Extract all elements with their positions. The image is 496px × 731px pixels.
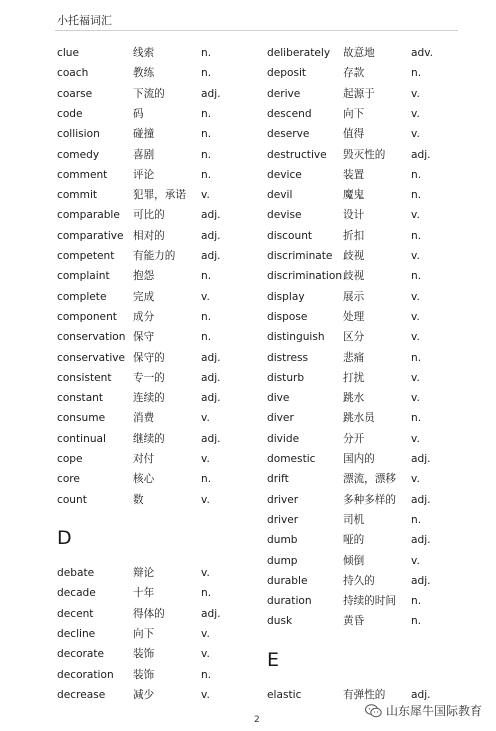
vocab-meaning: 专一的 [133,371,165,384]
vocab-meaning: 打扰 [343,371,365,384]
vocab-word: devil [267,189,293,202]
vocab-word: code [57,107,83,120]
vocab-meaning: 存款 [343,67,365,80]
vocab-pos: adj. [201,392,221,405]
vocab-word: decent [57,607,94,620]
vocab-word: core [57,473,80,486]
vocab-pos: n. [201,331,212,344]
watermark [365,702,482,719]
vocab-word: component [57,310,117,323]
vocab-word: decorate [57,648,105,661]
vocab-word: conservation [57,331,126,344]
vocab-pos: n. [201,587,212,600]
vocab-word: decrease [57,688,106,701]
vocab-word: deserve [267,128,310,141]
vocab-meaning: 悲痛 [343,351,365,364]
vocab-pos: v. [201,412,210,425]
vocab-word: device [267,168,302,181]
vocab-pos: v. [201,290,210,303]
vocab-word: complaint [57,270,110,283]
vocab-meaning: 故意地 [343,47,375,59]
vocab-word: derive [267,87,301,100]
vocab-meaning: 犯罪，承诺 [133,189,186,202]
vocab-pos: adj. [201,351,221,364]
vocab-meaning: 有能力的 [133,250,176,262]
vocab-meaning: 漂流，漂移 [343,473,396,486]
vocab-meaning: 继续的 [133,432,165,445]
vocab-word: clue [57,47,79,59]
vocab-pos: adj. [411,534,431,547]
vocab-word: coarse [57,87,93,100]
vocab-pos: v. [411,392,420,405]
vocab-word: consistent [57,371,112,384]
section-letter: E [267,649,280,671]
wechat-icon [365,704,382,718]
vocab-meaning: 线索 [133,47,155,59]
vocab-pos: v. [201,453,210,465]
vocab-word: conservative [57,351,126,364]
vocab-word: continual [57,432,106,445]
vocab-word: destructive [267,148,327,161]
vocab-word: disturb [267,371,305,384]
vocab-pos: adj. [201,209,221,222]
vocab-meaning: 魔鬼 [343,189,365,202]
vocab-pos: adj. [201,250,221,262]
vocab-pos: n. [201,67,212,80]
vocab-pos: v. [201,648,210,661]
vocab-word: driver [267,513,299,526]
vocab-meaning: 装饰 [133,648,155,661]
vocab-meaning: 起源于 [343,87,375,100]
vocab-pos: adj. [411,148,431,161]
vocab-word: complete [57,290,107,303]
vocab-meaning: 教练 [133,67,155,80]
vocab-meaning: 碰撞 [133,128,155,141]
vocab-pos: adj. [411,493,431,506]
vocab-word: constant [57,392,104,405]
vocab-word: display [267,290,305,303]
vocab-pos: v. [411,250,420,262]
vocab-word: decade [57,587,96,600]
vocab-meaning: 司机 [343,513,365,526]
vocab-pos: n. [201,47,212,59]
vocab-pos: adj. [201,432,221,445]
vocab-meaning: 向下 [343,107,365,120]
vocab-meaning: 可比的 [133,209,165,222]
vocab-meaning: 设计 [343,209,365,222]
vocab-pos: v. [201,189,210,202]
vocab-pos: v. [201,493,210,506]
vocab-word: competent [57,250,115,262]
vocab-pos: v. [411,371,420,384]
vocab-pos: n. [411,168,422,181]
vocab-meaning: 抱怨 [133,270,155,283]
vocab-meaning: 连续的 [133,392,165,405]
vocab-meaning: 数 [133,493,144,506]
vocab-pos: v. [411,107,420,120]
vocab-pos: adj. [411,689,431,701]
vocab-pos: v. [411,554,420,567]
page-number: 2 [254,715,260,725]
vocab-word: divide [267,432,300,445]
vocab-pos: n. [201,128,212,141]
vocab-meaning: 完成 [133,290,155,303]
vocab-word: dispose [267,310,308,323]
vocab-pos: adj. [411,453,431,465]
vocab-word: deposit [267,67,307,80]
vocab-meaning: 向下 [133,627,155,640]
vocab-meaning: 下流的 [133,87,165,100]
vocab-pos: adj. [201,371,221,384]
vocab-word: collision [57,128,100,141]
vocab-word: decoration [57,668,114,681]
vocab-pos: adj. [201,87,221,100]
vocab-word: distinguish [267,331,325,344]
vocab-word: elastic [267,689,302,701]
vocab-meaning: 码 [133,107,144,120]
vocab-word: cope [57,453,83,465]
vocab-meaning: 评论 [133,168,155,181]
vocab-meaning: 折扣 [343,229,365,242]
vocab-word: deliberately [267,47,331,59]
vocab-meaning: 毁灭性的 [343,148,386,161]
vocab-word: devise [267,209,302,222]
vocab-meaning: 核心 [133,473,155,486]
vocab-word: decline [57,627,96,640]
vocab-meaning: 分开 [343,432,365,445]
vocab-meaning: 国内的 [343,453,375,465]
vocab-meaning: 成分 [133,310,155,323]
vocab-meaning: 减少 [133,688,155,701]
section-letter: D [57,527,72,549]
vocab-meaning: 喜剧 [133,148,155,161]
vocab-pos: v. [411,432,420,445]
vocab-meaning: 持久的 [343,574,375,587]
vocab-word: durable [267,574,308,587]
vocab-pos: v. [201,627,210,640]
vocab-meaning: 得体的 [133,607,165,620]
vocab-meaning: 十年 [133,587,155,600]
vocab-pos: v. [411,87,420,100]
vocab-pos: n. [411,513,422,526]
vocab-pos: n. [411,189,422,202]
vocab-word: discriminate [267,250,333,262]
vocab-word: dusk [267,615,293,628]
vocab-pos: n. [201,107,212,120]
vocab-meaning: 处理 [343,310,365,323]
vocab-pos: n. [411,351,422,364]
vocab-meaning: 对付 [133,453,155,465]
vocab-word: diver [267,412,294,425]
vocab-meaning: 装饰 [133,668,155,681]
vocab-word: comedy [57,148,100,161]
vocab-word: driver [267,493,299,506]
vocab-pos: v. [411,290,420,303]
vocab-meaning: 跳水员 [343,412,375,425]
vocab-pos: adj. [411,574,431,587]
vocab-pos: adj. [201,229,221,242]
vocab-word: commit [57,189,98,202]
vocab-meaning: 倾倒 [343,554,365,567]
vocab-pos: n. [201,668,212,681]
vocab-word: coach [57,67,89,80]
vocab-meaning: 辩论 [133,567,155,579]
vocab-meaning: 跳水 [343,392,365,405]
vocab-meaning: 有弹性的 [343,689,386,701]
vocab-meaning: 持续的时间 [343,595,396,608]
vocab-pos: n. [411,270,422,283]
vocab-meaning: 消费 [133,412,155,425]
vocab-word: duration [267,595,312,608]
vocab-word: discrimination [267,270,343,283]
vocab-word: descend [267,107,312,120]
vocab-pos: n. [201,270,212,283]
vocab-meaning: 保守 [133,331,155,344]
vocab-word: consume [57,412,106,425]
vocab-pos: v. [411,310,420,323]
vocab-pos: v. [411,128,420,141]
vocab-pos: n. [411,229,422,242]
vocab-pos: n. [411,615,422,628]
vocab-meaning: 哑的 [343,534,365,547]
vocab-meaning: 保守的 [133,351,165,364]
watermark-text: 山东犀牛国际教育 [385,704,482,718]
vocab-pos: v. [201,688,210,701]
vocab-word: comparative [57,229,124,242]
vocab-pos: v. [411,473,420,486]
vocab-meaning: 歧视 [343,270,365,283]
vocab-word: domestic [267,453,316,465]
vocab-meaning: 黄昏 [343,615,365,628]
vocab-pos: n. [201,148,212,161]
vocab-meaning: 多种多样的 [343,493,396,506]
vocab-word: comment [57,168,108,181]
vocab-pos: v. [201,567,210,579]
vocab-word: discount [267,229,313,242]
header-title: 小托福词汇 [57,14,112,27]
vocab-pos: n. [201,473,212,486]
vocab-word: dumb [267,534,298,547]
vocab-pos: n. [411,412,422,425]
header-divider [55,30,458,31]
vocab-pos: n. [411,595,422,608]
vocab-meaning: 区分 [343,331,365,344]
vocab-meaning: 值得 [343,128,365,141]
vocab-meaning: 展示 [343,290,365,303]
vocab-meaning: 装置 [343,168,365,181]
vocab-word: distress [267,351,309,364]
vocab-word: count [57,493,87,506]
vocab-pos: v. [411,331,420,344]
vocab-word: debate [57,567,95,579]
vocab-pos: n. [201,168,212,181]
vocab-word: drift [267,473,289,486]
vocab-pos: n. [411,67,422,80]
vocab-word: dump [267,554,298,567]
vocab-pos: adv. [411,47,434,59]
vocab-pos: n. [201,310,212,323]
vocab-pos: v. [411,209,420,222]
vocab-meaning: 相对的 [133,229,165,242]
vocab-word: dive [267,392,290,405]
vocab-pos: adj. [201,607,221,620]
vocab-meaning: 歧视 [343,250,365,262]
vocab-word: comparable [57,209,120,222]
